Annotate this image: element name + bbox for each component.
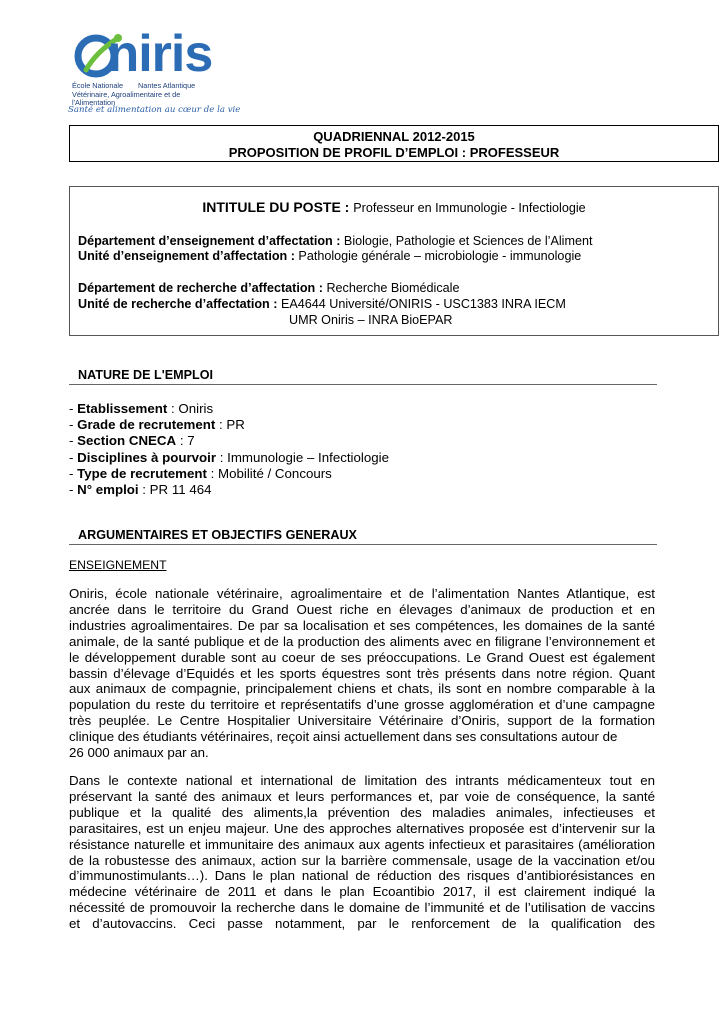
post-title-value: Professeur en Immunologie - Infectiologie <box>353 201 586 215</box>
list-item: - N° emploi : PR 11 464 <box>69 482 212 498</box>
paragraph-line: résistance naturelle et immunitaire des animaux aux agents infectieux et parasitaires (amélioration <box>69 836 655 852</box>
list-item-label: Grade de recrutement <box>77 417 216 433</box>
arguments-heading-rule <box>69 544 657 545</box>
teaching-department-label: Département d’enseignement d’affectation : <box>78 234 344 248</box>
post-title <box>70 199 718 215</box>
list-item-value: : PR 11 464 <box>138 482 212 498</box>
list-item-value: : PR <box>215 417 245 433</box>
paragraph-line: préservant la santé des animaux et leurs performances et, par voie de conséquence, la santé <box>69 788 655 804</box>
logo-school-name <box>72 82 222 108</box>
list-item: - Type de recrutement : Mobilité / Concours <box>69 465 332 481</box>
post-details-box <box>69 186 719 336</box>
paragraph-line: parasitaires, est un enjeu majeur. Une des approches alternatives proposée est d’intervenir sur la <box>69 820 655 836</box>
list-item: - Etablissement : Oniris <box>69 401 214 416</box>
teaching-subheading: ENSEIGNEMENT <box>69 558 167 572</box>
teaching-department-value: Biologie, Pathologie et Sciences de l’Aliment <box>343 234 593 248</box>
list-item-label: Disciplines à pourvoir <box>77 449 217 465</box>
paragraph-line: Oniris, école nationale vétérinaire, agroalimentaire et de l’alimentation Nantes Atlantique, est <box>69 586 655 601</box>
paragraph-line: 26 000 animaux par an. <box>69 745 209 761</box>
logo-brand <box>68 25 213 83</box>
document-title-box <box>69 125 719 162</box>
logo-tagline: Santé et alimentation au cœur de la vie <box>68 105 241 115</box>
research-unit <box>78 297 566 312</box>
post-title-label: INTITULE DU POSTE : <box>202 199 354 215</box>
logo-brand-rest: niris <box>107 25 213 83</box>
paragraph-context <box>69 586 655 761</box>
nature-heading-rule <box>69 384 657 385</box>
paragraph-line: industries agroalimentaires. De par sa localisation et ses compétences, les domaines de la santé <box>69 617 655 633</box>
nature-list <box>69 401 389 498</box>
paragraph-line: aux animaux de compagnie, principalement chiens et chats, ils sont en nombre comparable à la <box>69 681 655 697</box>
paragraph-line: d’immunostimulants…). Dans le plan national de réduction des risques d’antibiorésistances en <box>69 868 655 884</box>
list-item-value: : Mobilité / Concours <box>206 465 332 481</box>
paragraph-line: clinique des étudiants vétérinaires, reçoit ainsi actuellement dans ses consultations autour de <box>69 729 618 745</box>
arguments-heading: ARGUMENTAIRES ET OBJECTIFS GENERAUX <box>78 528 357 542</box>
paragraph-line: le développement durable sont au coeur de ses préoccupations. Le Grand Ouest est également <box>69 649 655 665</box>
list-item: - Grade de recrutement : PR <box>69 417 245 433</box>
paragraph-line: animale, de la santé publique et de la production des aliments avec en filigrane l’environnement et <box>69 633 655 649</box>
research-department-label: Département de recherche d’affectation : <box>78 281 327 295</box>
teaching-department <box>78 234 592 249</box>
research-unit-second-line: UMR Oniris – INRA BioEPAR <box>289 313 453 327</box>
paragraph-line: publique et la qualité des aliments,la prévention des maladies animales, infectieuses et <box>69 804 655 820</box>
logo-school-line2: Vétérinaire, Agroalimentaire et de l'Alimentation <box>72 89 181 107</box>
research-unit-label: Unité de recherche d’affectation : <box>78 297 281 311</box>
teaching-unit <box>78 249 581 264</box>
title-line-1: QUADRIENNAL 2012-2015 <box>313 129 475 144</box>
list-item-label: Etablissement <box>77 401 168 416</box>
paragraph-line: Dans le contexte national et international de limitation des intrants médicamenteux tout en <box>69 773 655 788</box>
research-department-value: Recherche Biomédicale <box>326 281 460 295</box>
list-item-label: N° emploi <box>77 482 139 498</box>
list-item-value: : Immunologie – Infectiologie <box>216 449 390 465</box>
list-item: - Section CNECA : 7 <box>69 433 195 449</box>
logo-school-location: Nantes Atlantique <box>138 81 196 90</box>
research-department <box>78 281 459 296</box>
oniris-logo <box>68 25 241 118</box>
paragraph-line: de la robustesse des animaux, action sur la barrière commensale, usage de la vaccination et/ou <box>69 852 655 868</box>
title-line-2: PROPOSITION DE PROFIL D’EMPLOI : PROFESSEUR <box>228 145 560 160</box>
list-item-label: Type de recrutement <box>77 465 207 481</box>
paragraph-line: et d’autovaccins. Ceci passe notamment, par le renforcement de la qualification des <box>69 916 655 932</box>
list-item-value: : Oniris <box>167 401 214 416</box>
paragraph-line: nécessité de promouvoir la recherche dans le domaine de l’immunité et de l’utilisation de vaccins <box>69 900 655 916</box>
teaching-unit-value: Pathologie générale – microbiologie - immunologie <box>298 249 582 263</box>
list-item-value: : 7 <box>176 433 195 449</box>
logo-school-line1: École Nationale <box>72 81 124 90</box>
paragraph-immunity <box>69 773 655 932</box>
research-unit-value: EA4644 Université/ONIRIS - USC1383 INRA IECM <box>280 297 566 311</box>
nature-heading: NATURE DE L'EMPLOI <box>78 368 213 382</box>
teaching-unit-label: Unité d’enseignement d’affectation : <box>78 249 299 263</box>
list-item: - Disciplines à pourvoir : Immunologie – Infectiologie <box>69 449 390 465</box>
paragraph-line: population du reste du territoire et représentatifs d’une grosse agglomération et d’une campagne <box>69 697 655 713</box>
list-item-label: Section CNECA <box>77 433 177 449</box>
paragraph-line: très peuplée. Le Centre Hospitalier Universitaire Vétérinaire d’Oniris, support de la formation <box>69 713 655 729</box>
paragraph-line: ancrée dans le territoire du Grand Ouest riche en élevages d’animaux de production et en <box>69 601 655 617</box>
paragraph-line: bassin d’élevage d’Equidés et les sports équestres sont très présents dans notre région. Quant <box>69 665 655 681</box>
paragraph-line: médecine vétérinaire de 2011 et dans le plan Ecoantibio 2017, il est clairement indiqué la <box>69 884 655 900</box>
